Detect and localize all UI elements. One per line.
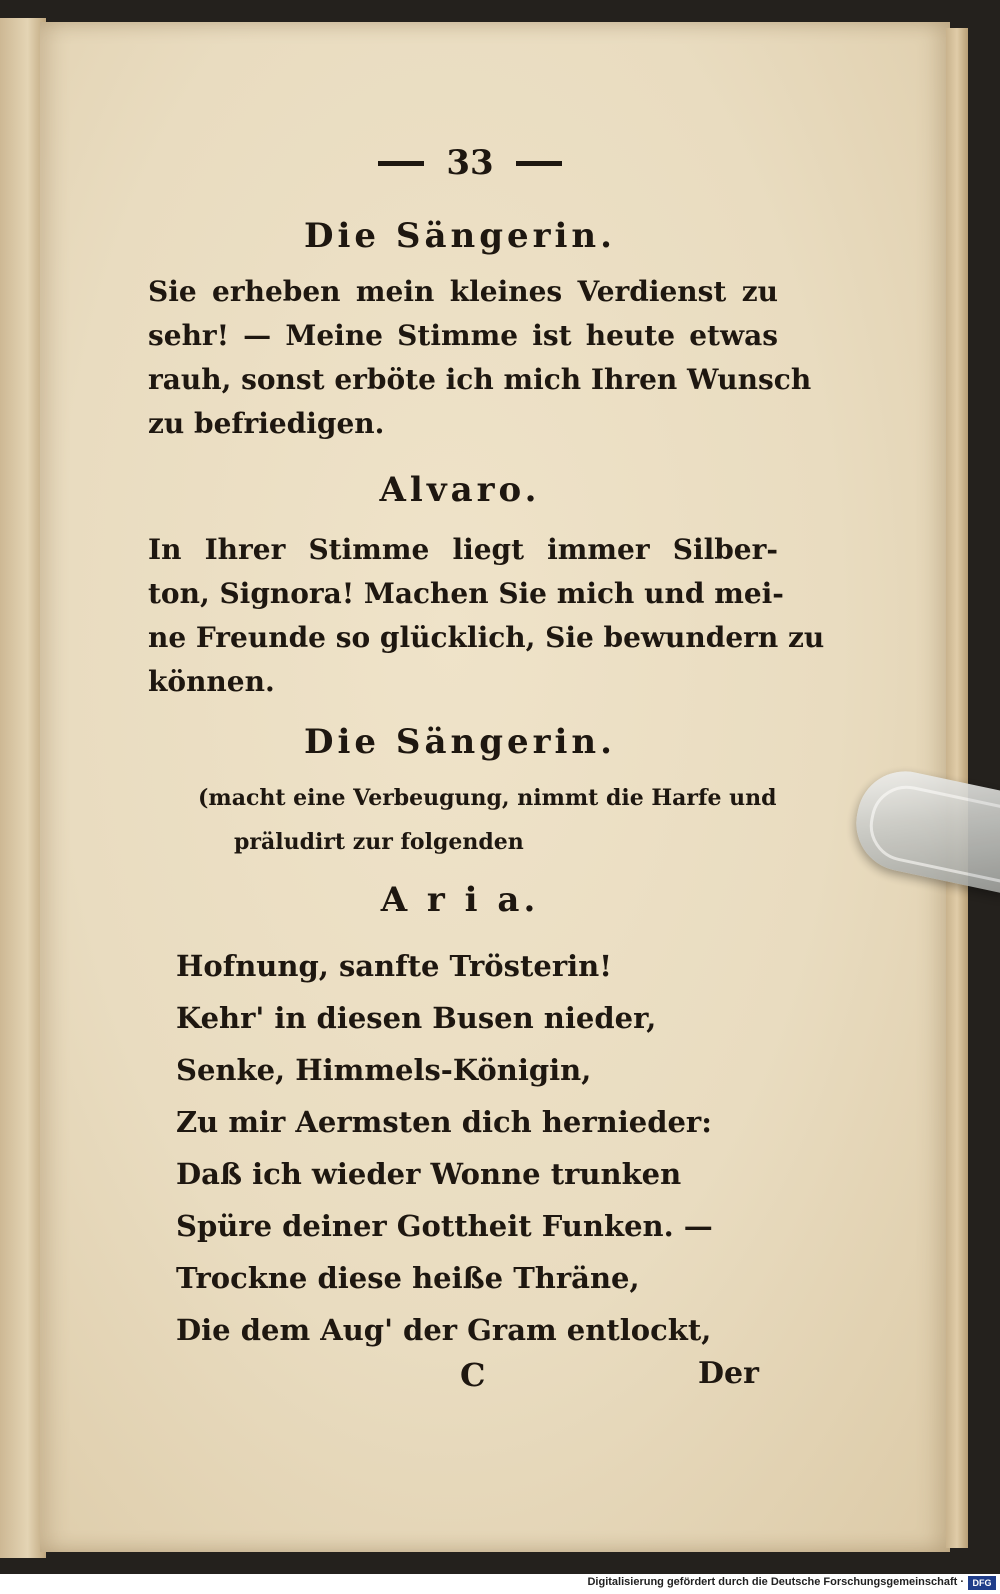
text-line: ton, Signora! Machen Sie mich und mei- xyxy=(148,577,784,610)
speaker-heading-1: Die Sängerin. xyxy=(304,216,616,256)
page-number: 33 xyxy=(446,143,494,183)
signature-mark: C xyxy=(460,1356,486,1394)
dialogue-paragraph-2 xyxy=(148,528,825,704)
dialogue-paragraph-1 xyxy=(148,270,812,446)
text-line: In Ihrer Stimme liegt immer Silber- xyxy=(148,533,778,566)
verse-line: Die dem Aug' der Gram entlockt, xyxy=(176,1313,712,1347)
verse-line: Senke, Himmels-Königin, xyxy=(176,1053,592,1087)
text-line: sehr! — Meine Stimme ist heute etwas xyxy=(148,319,778,352)
header-dash-left xyxy=(378,161,424,166)
verse-line: Spüre deiner Gottheit Funken. — xyxy=(176,1209,713,1243)
text-line: können. xyxy=(148,665,275,698)
text-line: Sie erheben mein kleines Verdienst zu xyxy=(148,275,778,308)
verse-line: Kehr' in diesen Busen nieder, xyxy=(176,1001,657,1035)
verse-line: Trockne diese heiße Thräne, xyxy=(176,1261,640,1295)
verse-line: Zu mir Aermsten dich hernieder: xyxy=(176,1105,712,1139)
aria-verse xyxy=(176,940,776,1356)
page-header xyxy=(360,138,580,188)
stage-direction xyxy=(198,776,778,864)
text-line: präludirt zur folgenden xyxy=(234,829,524,855)
attribution-text: Digitalisierung gefördert durch die Deutsche Forschungsgemeinschaft · xyxy=(587,1576,964,1588)
verse-line: Hofnung, sanfte Trösterin! xyxy=(176,949,612,983)
text-line: (macht eine Verbeugung, nimmt die Harfe und xyxy=(198,785,777,811)
catchword: Der xyxy=(698,1356,759,1391)
dfg-logo: DFG xyxy=(968,1576,996,1590)
text-line: ne Freunde so glücklich, Sie bewundern zu xyxy=(148,621,825,654)
verse-line: Daß ich wieder Wonne trunken xyxy=(176,1157,682,1191)
header-dash-right xyxy=(516,161,562,166)
aria-title: A r i a. xyxy=(380,880,540,920)
text-line: zu befriedigen. xyxy=(148,407,385,440)
speaker-heading-2: Alvaro. xyxy=(379,470,541,510)
speaker-heading-3: Die Sängerin. xyxy=(304,722,616,762)
text-line: rauh, sonst erböte ich mich Ihren Wunsch xyxy=(148,363,812,396)
